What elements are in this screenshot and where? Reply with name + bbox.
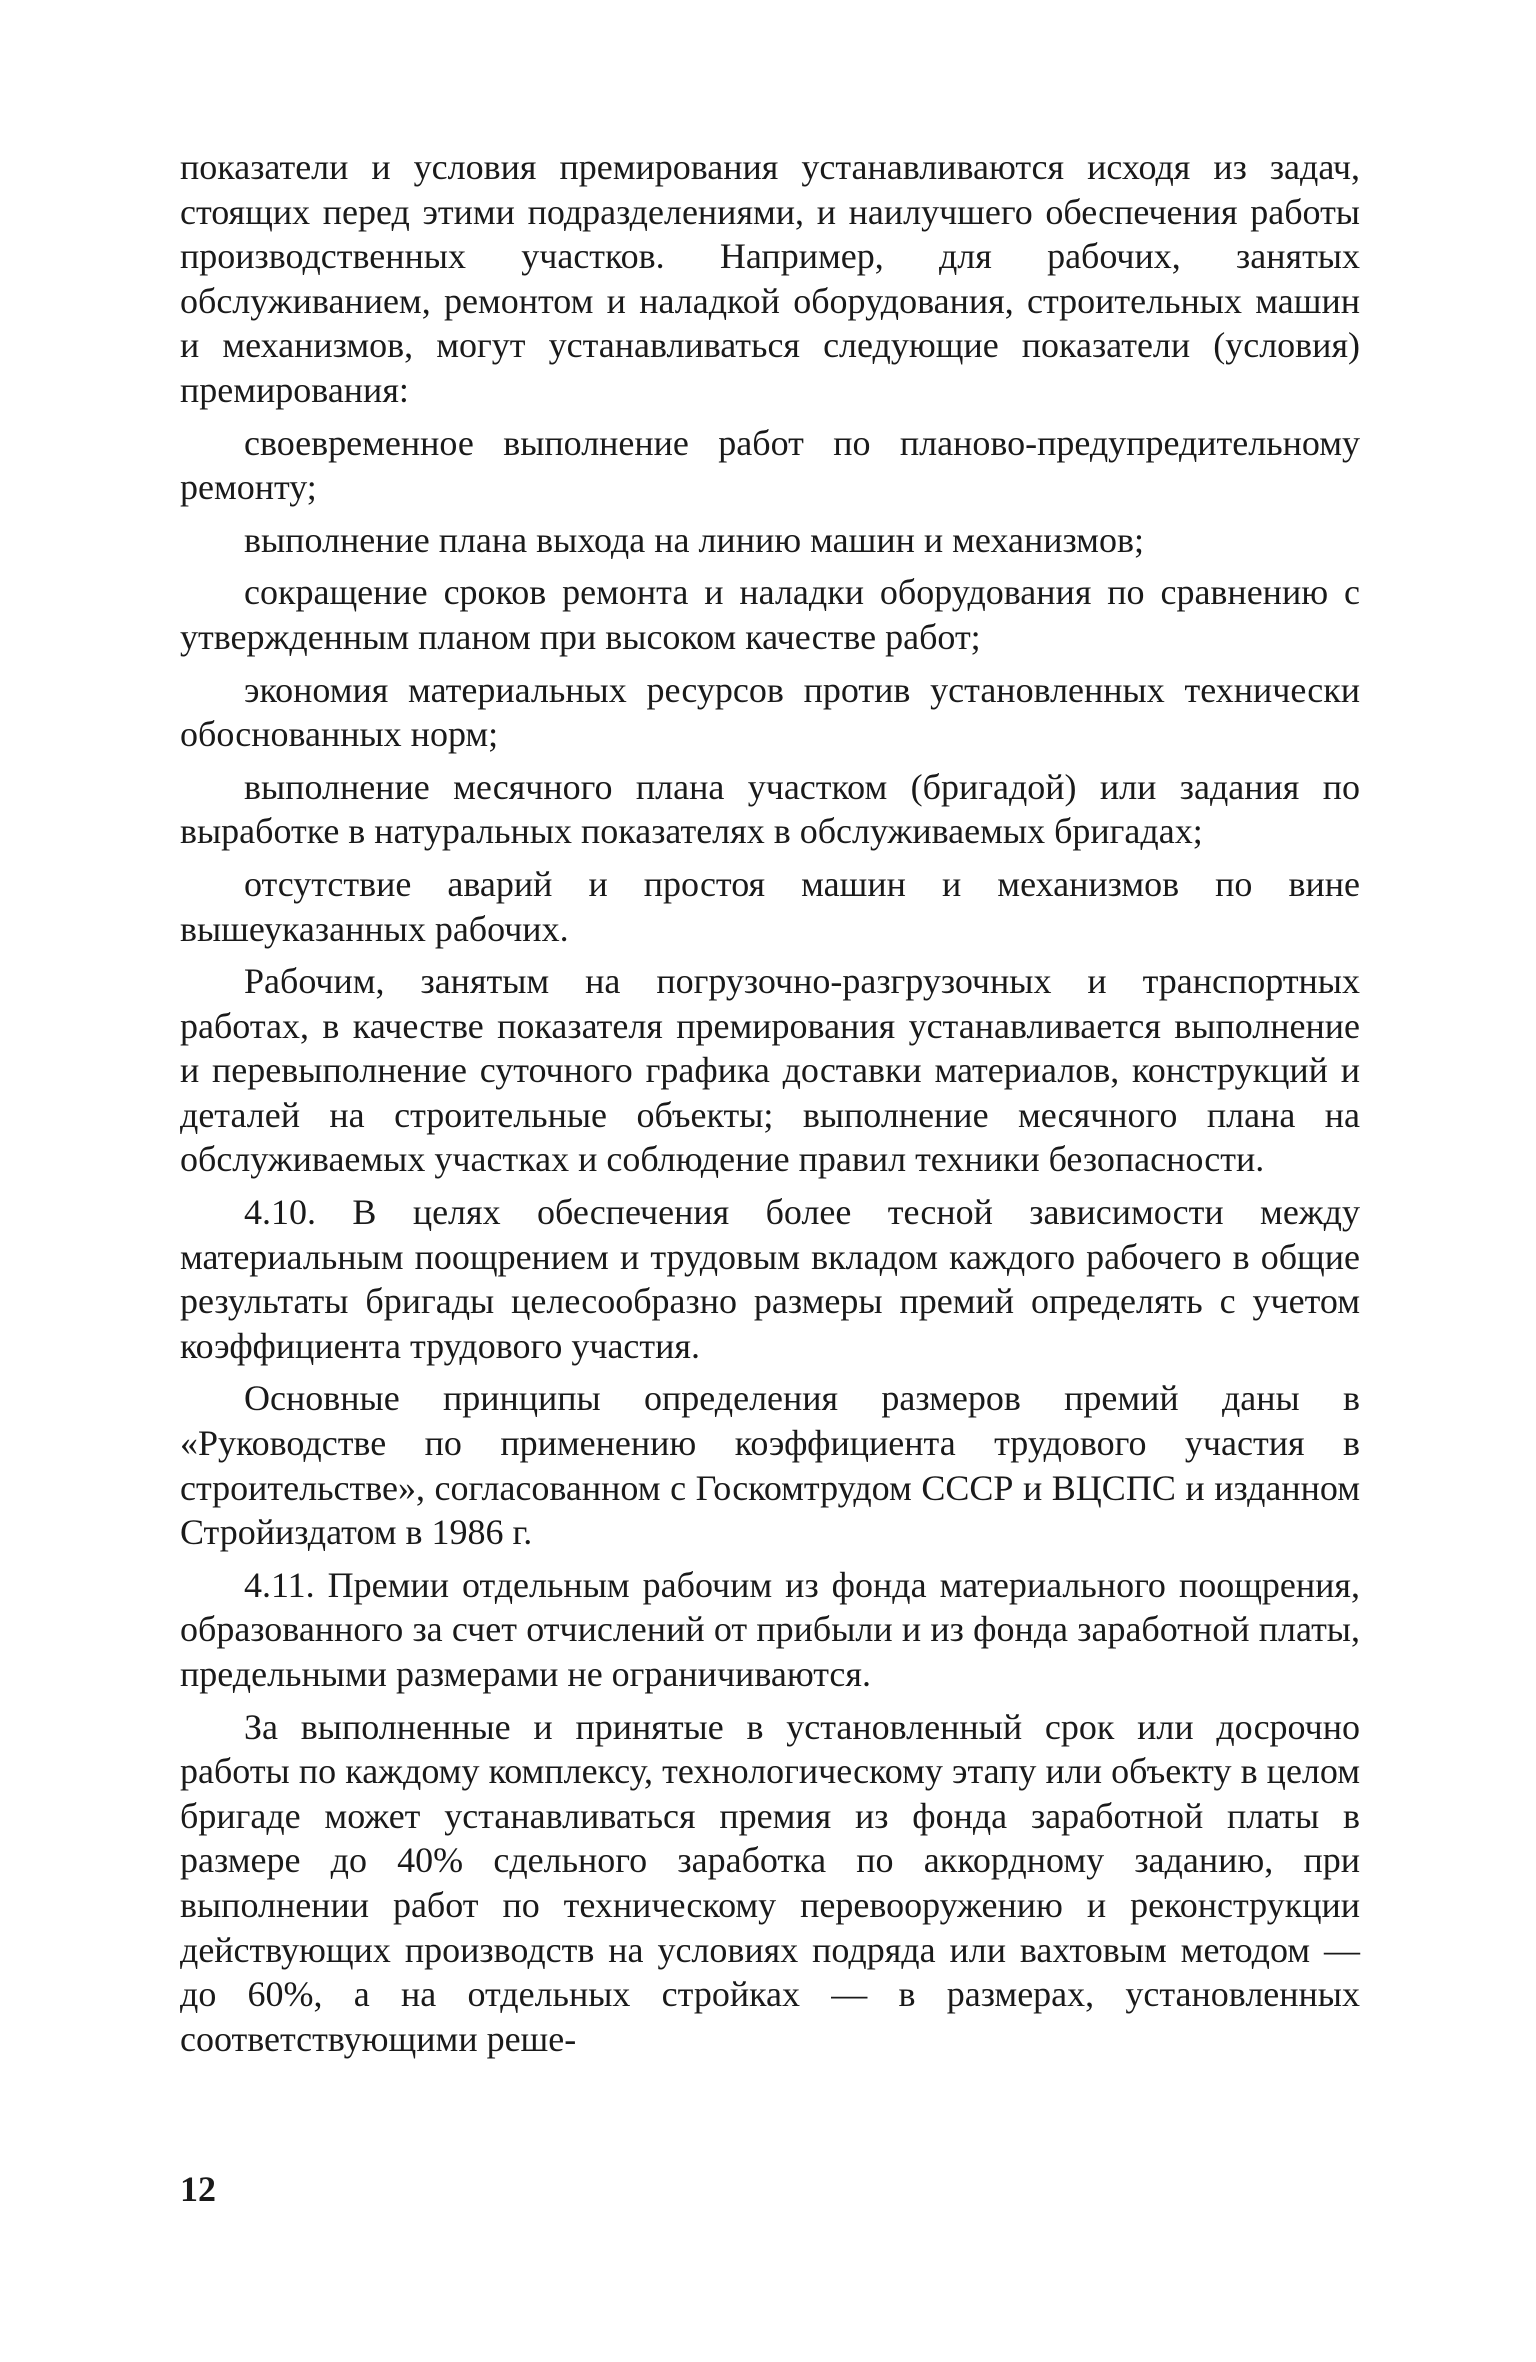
- list-item-no-accidents: отсутствие аварий и простоя машин и механизмов по вине вышеуказанных рабочих.: [180, 863, 1360, 949]
- page-number: 12: [180, 2169, 216, 2209]
- paragraph-section-4-11: 4.11. Премии отдельным рабочим из фонда материального поощрения, образованного за счет отчислений от прибыли и из фонда заработной платы, предельными размерами не ограничиваются.: [180, 1564, 1360, 1694]
- list-item-machine-plan: выполнение плана выхода на линию машин и механизмов;: [244, 519, 1144, 560]
- list-item-resource-economy: экономия материальных ресурсов против установленных технически обоснованных норм;: [180, 669, 1360, 755]
- paragraph-bonus-indicators-intro: показатели и условия премирования устанавливаются исходя из задач, стоящих перед этими подразделениями, и наилучшего обеспечения работы производственных участков. Например, для рабочих, занятых обслуживанием, ремонтом и наладкой оборудования, строительных машин и механизмов, могут устанавливаться следующие показатели (условия) премирования:: [180, 147, 1360, 410]
- page-body: [180, 145, 1360, 2069]
- paragraph-section-4-10: 4.10. В целях обеспечения более тесной зависимости между материальным поощрением и трудовым вкладом каждого рабочего в общие результаты бригады целесообразно размеры премий определять с учетом коэффициента трудового участия.: [180, 1192, 1360, 1366]
- list-item-repair-time-reduction: сокращение сроков ремонта и наладки оборудования по сравнению с утвержденным планом при высоком качестве работ;: [180, 572, 1360, 657]
- list-item-timely-repair: своевременное выполнение работ по планово-предупредительному ремонту;: [180, 422, 1360, 508]
- paragraph-brigade-bonus: За выполненные и принятые в установленный срок или досрочно работы по каждому комплексу, технологическому этапу или объекту в целом бригаде может устанавливаться премия из фонда заработной платы в размере до 40% сдельного заработка по аккордному заданию, при выполнении работ по техническому перевооружению и реконструкции действующих производств на условиях подряда или вахтовым методом — до 60%, а на отдельных стройках — в размерах, установленных соответствующими реше-: [180, 1706, 1360, 2059]
- paragraph-principles: Основные принципы определения размеров премий даны в «Руководстве по применению коэффициента трудового участия в строительстве», согласованном с Госкомтрудом СССР и ВЦСПС и изданном Стройиздатом в 1986 г.: [180, 1378, 1360, 1553]
- paragraph-transport-workers: Рабочим, занятым на погрузочно-разгрузочных и транспортных работах, в качестве показателя премирования устанавливается выполнение и перевыполнение суточного графика доставки материалов, конструкций и деталей на строительные объекты; выполнение месячного плана на обслуживаемых участках и соблюдение правил техники безопасности.: [180, 961, 1360, 1180]
- list-item-monthly-plan: выполнение месячного плана участком (бригадой) или задания по выработке в натуральных показателях в обслуживаемых бригадах;: [180, 766, 1360, 852]
